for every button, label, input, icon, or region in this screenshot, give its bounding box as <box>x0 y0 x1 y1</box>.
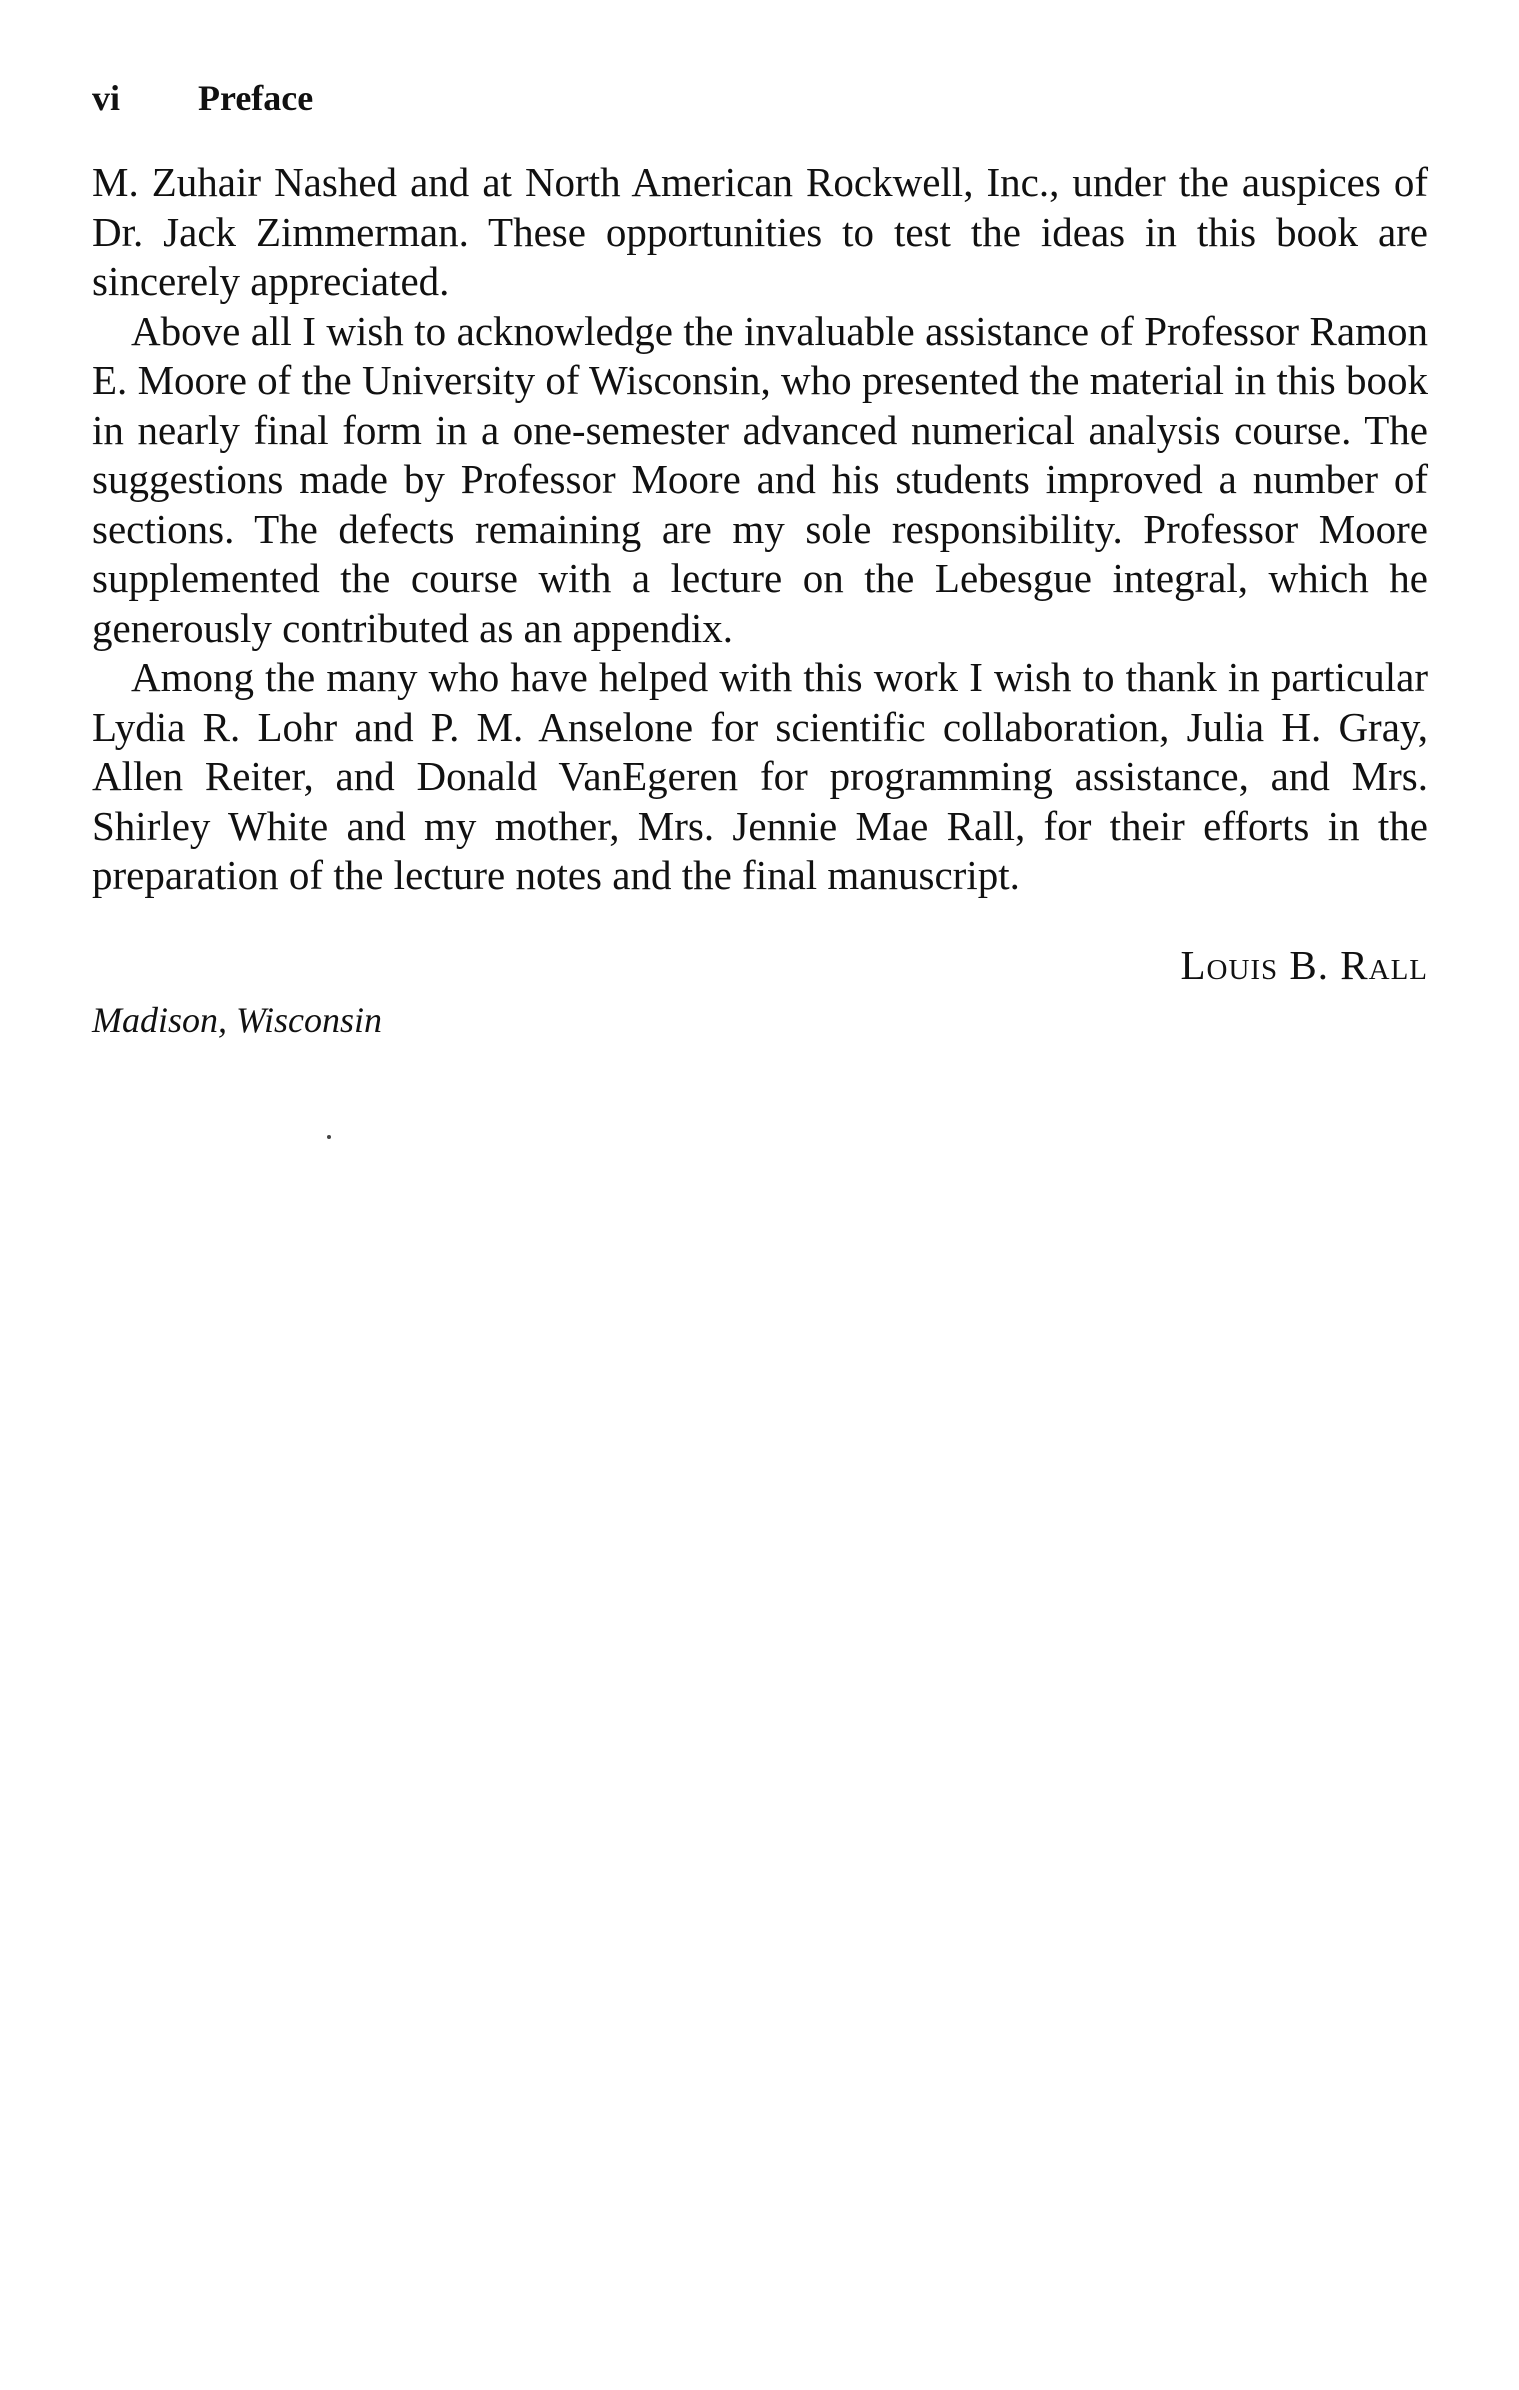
paragraph-acknowledgement: Above all I wish to acknowledge the invaluable assistance of Professor Ramon E. Moore of the University of Wisconsin, who presented the material in this book in nearly final form in a one-semester advanced numerical analysis course. The suggestions made by Professor Moore and his students improved a number of sections. The defects remaining are my sole responsibility. Professor Moore supplemented the course with a lecture on the Lebesgue integral, which he generously contributed as an appendix. <box>92 307 1428 651</box>
author-signature: Louis B. Rall <box>1180 942 1428 988</box>
paragraph-thanks: Among the many who have helped with this work I wish to thank in particular Lydia R. Lohr and P. M. Anselone for scientific collaboration, Julia H. Gray, Allen Reiter, and Donald VanEgeren for programming assistance, and Mrs. Shirley White and my mother, Mrs. Jennie Mae Rall, for their efforts in the preparation of the lecture notes and the final manuscript. <box>92 654 1428 898</box>
preface-body <box>92 158 1428 901</box>
paragraph-continuation: M. Zuhair Nashed and at North American Rockwell, Inc., under the auspices of Dr. Jack Zimmerman. These opportunities to test the ideas in this book are sincerely appreciated. <box>92 159 1428 304</box>
scan-speck <box>327 1135 331 1139</box>
section-title: Preface <box>198 78 314 118</box>
running-head <box>92 80 313 116</box>
signature-place: Madison, Wisconsin <box>92 1000 383 1040</box>
page-number: vi <box>92 78 121 118</box>
